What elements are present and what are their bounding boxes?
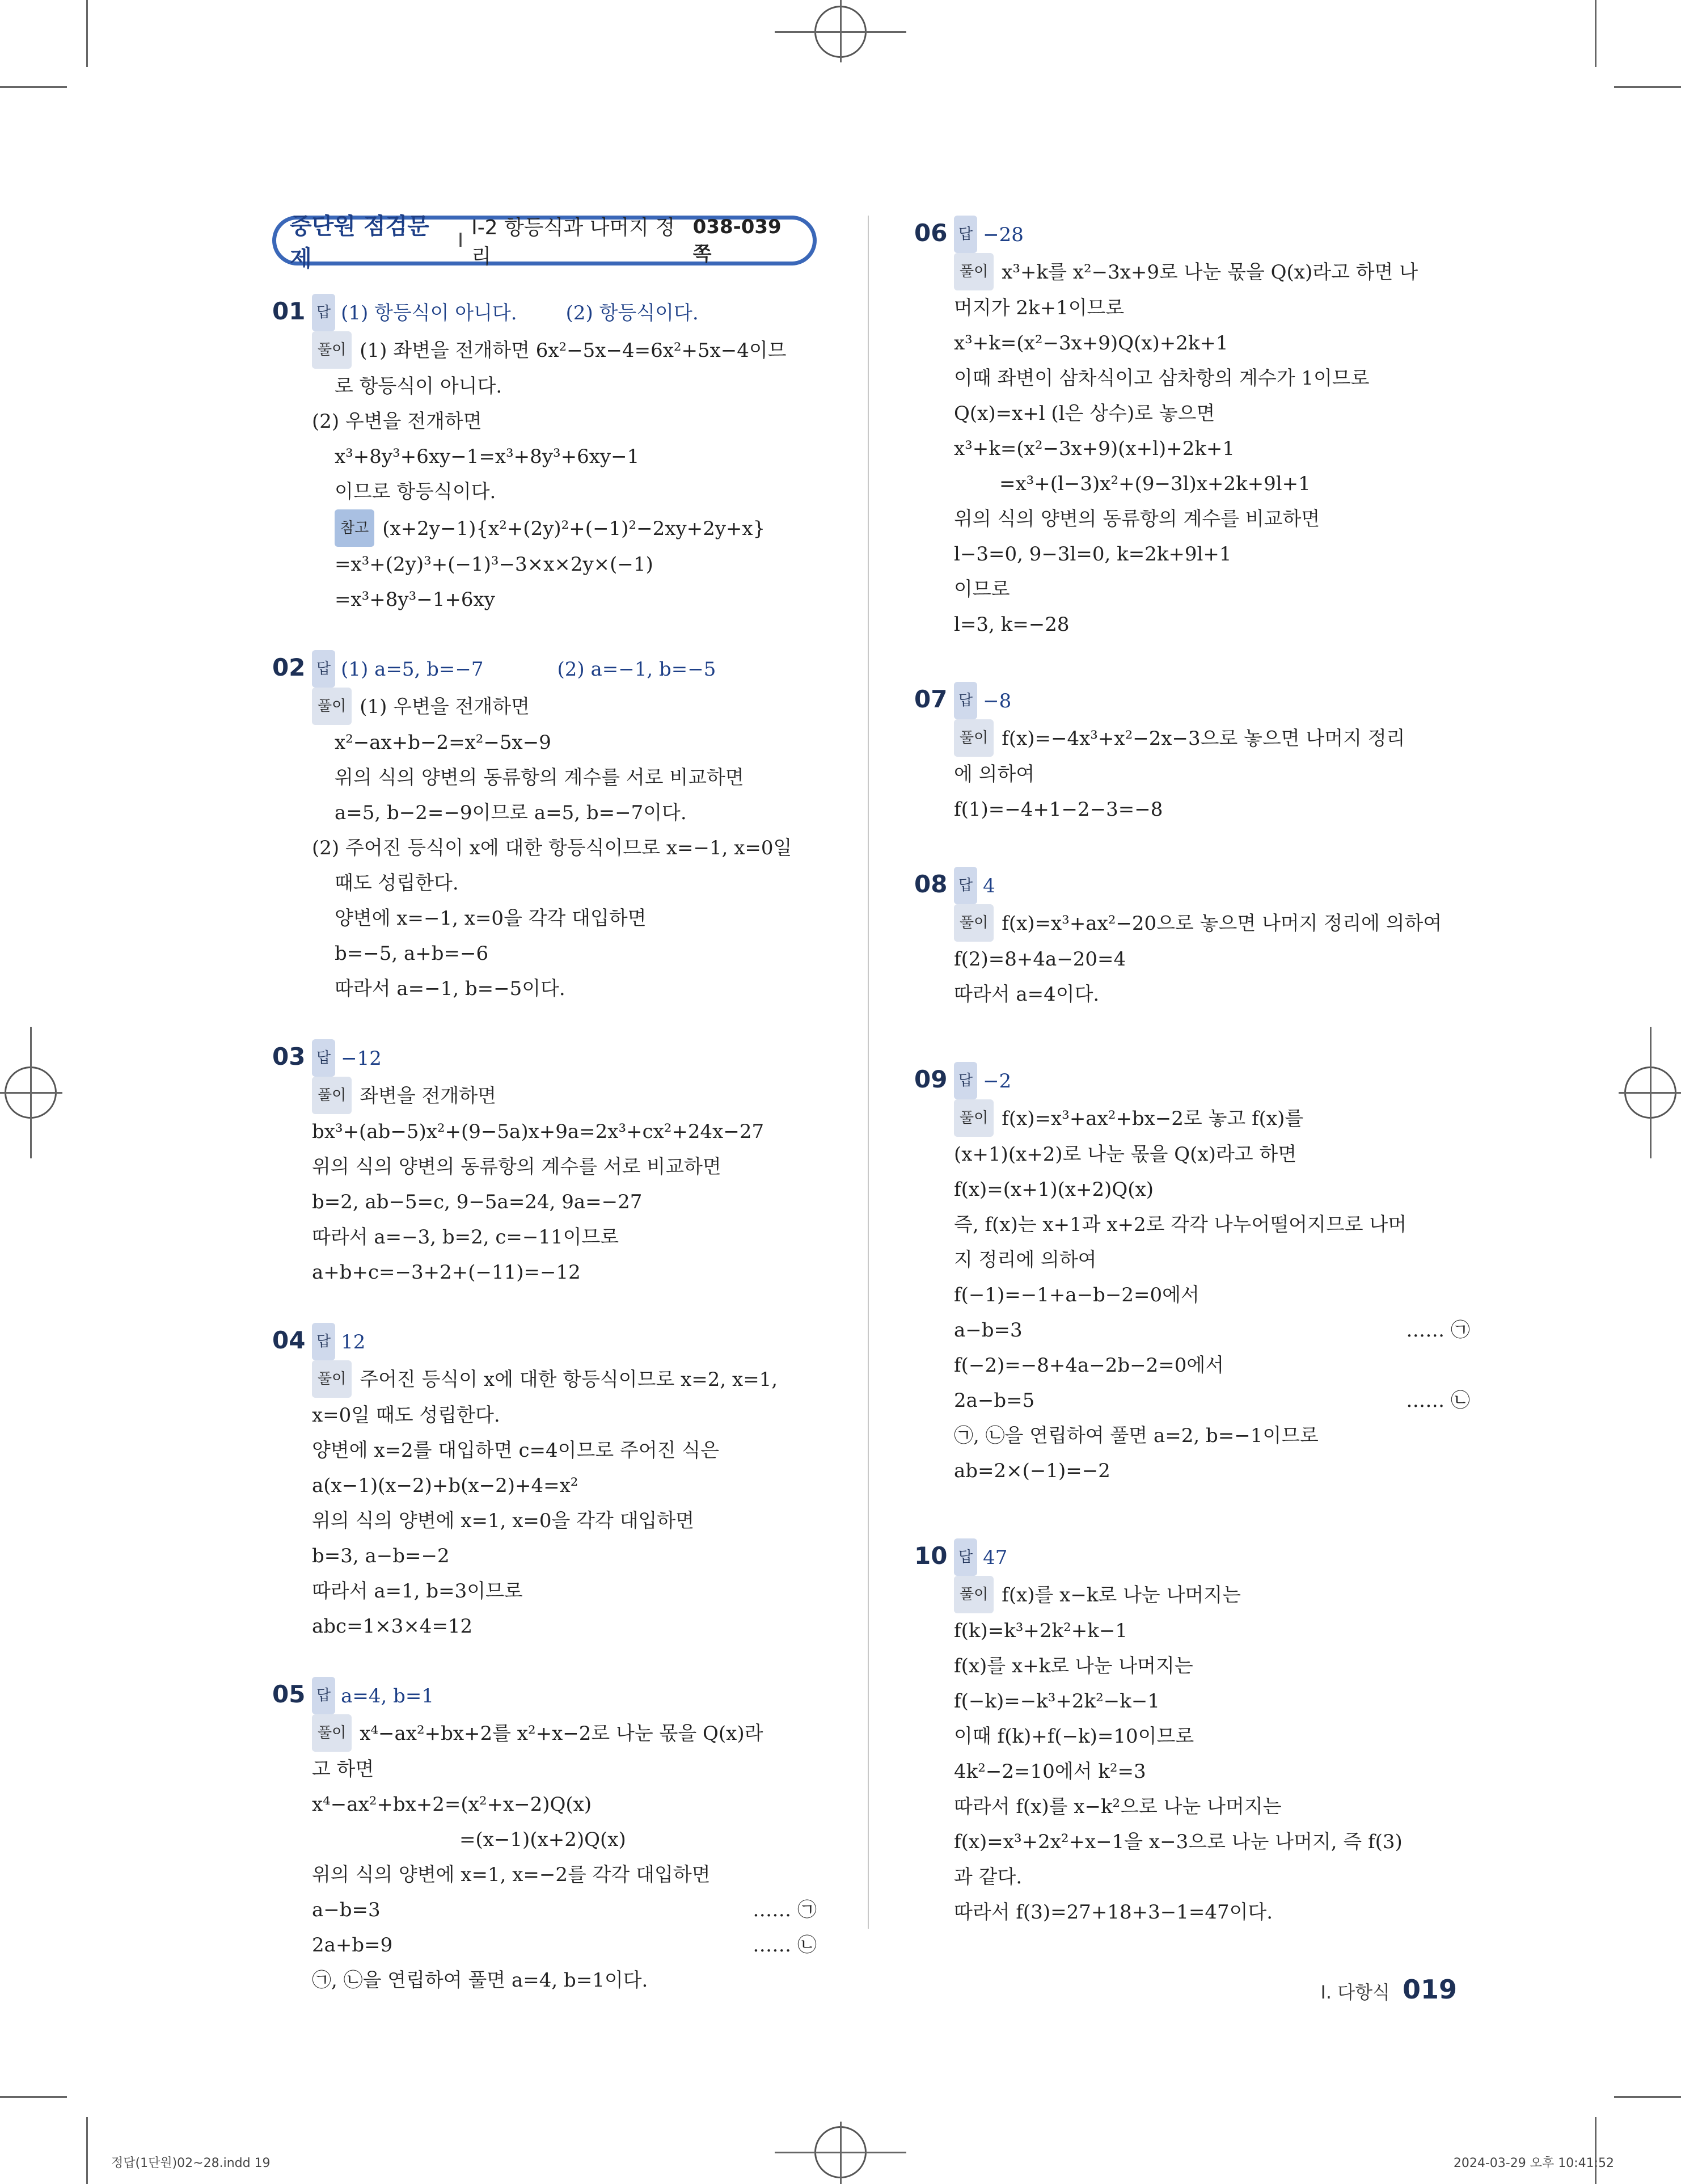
problem-08 [914,867,1470,1012]
crop-mark [86,2117,88,2184]
problem-06 [914,216,1470,642]
solution-line: (x+1)(x+2)로 나눈 몫을 Q(x)라고 하면 [954,1143,1297,1166]
registration-line [840,2122,842,2184]
solution-line: 위의 식의 양변의 동류항의 계수를 서로 비교하면 [335,766,744,789]
solution-line: x³+k=(x²−3x+9)(x+l)+2k+1 [954,437,1235,460]
answer-text: 12 [341,1331,366,1354]
problem-number: 09 [914,1065,948,1093]
problem-07 [914,682,1470,827]
problem-number: 06 [914,219,948,247]
solution-line: 위의 식의 양변의 동류항의 계수를 비교하면 [954,508,1320,530]
problem-number: 02 [272,653,306,681]
answer-line [914,867,1470,904]
section-header [272,213,817,272]
solution-line: 이때 좌변이 삼차식이고 삼차항의 계수가 1이므로 [954,367,1370,390]
solution-text: f(x)=−4x³+x²−2x−3으로 놓으면 나머지 정리 [1002,727,1405,750]
solution-line: b=3, a−b=−2 [312,1545,450,1567]
solution-line: f(x)=x³+2x²+x−1을 x−3으로 나눈 나머지, 즉 f(3) [954,1831,1403,1853]
solution-line: 위의 식의 양변에 x=1, x=−2를 각각 대입하면 [312,1863,711,1886]
unit-title: I-2 항등식과 나머지 정리 [471,216,675,268]
solution-line: 위의 식의 양변의 동류항의 계수를 서로 비교하면 [312,1156,721,1178]
solution-text: x³+k를 x²−3x+9로 나눈 몫을 Q(x)라고 하면 나 [1002,261,1418,284]
problem-number: 08 [914,870,948,898]
solution-text: 좌변을 전개하면 [360,1085,496,1107]
solution-line: l=3, k=−28 [954,613,1070,636]
solution-line: 즉, f(x)는 x+1과 x+2로 각각 나누어떨어지므로 나머 [954,1213,1407,1236]
crop-mark [1614,86,1681,88]
answer-line [272,294,817,331]
right-column [914,216,1470,1963]
problem-03 [272,1039,817,1290]
equation-mark: …… ㉡ [1406,1389,1470,1412]
solution-line [914,253,1470,290]
equation-mark: …… ㉡ [753,1934,817,1957]
solution-line [272,1714,817,1752]
solution-line: 때도 성립한다. [335,872,459,895]
equation-row [272,1928,817,1963]
answer-text: (1) a=5, b=−7 [341,658,484,681]
answer-text: (2) 항등식이다. [565,302,699,324]
solution-line: 고 하면 [312,1758,374,1781]
solution-line: 따라서 a=−3, b=2, c=−11이므로 [312,1226,619,1249]
solution-line [914,719,1470,757]
solution-text: (1) 우변을 전개하면 [360,695,530,718]
solution-line: 양변에 x=−1, x=0을 각각 대입하면 [335,907,647,930]
solution-line: x³+8y³+6xy−1=x³+8y³+6xy−1 [335,445,640,468]
solution-line: x=0일 때도 성립한다. [312,1404,500,1427]
answer-text: 4 [983,875,995,897]
solution-line [272,331,817,369]
answer-tag: 답 [954,1062,977,1099]
solution-line: f(−k)=−k³+2k²−k−1 [954,1690,1160,1713]
solution-tag: 풀이 [954,719,994,757]
solution-line: (2) 주어진 등식이 x에 대한 항등식이므로 x=−1, x=0일 [312,837,792,859]
answer-tag: 답 [954,867,977,904]
answer-tag: 답 [954,1538,977,1576]
solution-line: 에 의하여 [954,763,1035,786]
solution-line: 따라서 f(3)=27+18+3−1=47이다. [954,1901,1273,1924]
solution-line: b=−5, a+b=−6 [335,942,489,965]
answer-line [914,682,1470,719]
solution-line [272,688,817,725]
solution-line: a+b+c=−3+2+(−11)=−12 [312,1261,581,1284]
problem-number: 03 [272,1043,306,1070]
solution-line: f(−2)=−8+4a−2b−2=0에서 [954,1354,1224,1377]
answer-text: (1) 항등식이 아니다. [341,302,517,324]
solution-tag: 풀이 [954,904,994,942]
equation: 2a−b=5 [954,1389,1035,1412]
answer-text: 47 [983,1546,1008,1569]
solution-line: ㉠, ㉡을 연립하여 풀면 a=2, b=−1이므로 [954,1424,1319,1447]
solution-line: x²−ax+b−2=x²−5x−9 [335,731,551,754]
note-tag: 참고 [335,509,374,547]
solution-line: 이므로 [954,578,1010,601]
answer-line [272,1323,817,1360]
problem-10 [914,1538,1470,1930]
solution-line: Q(x)=x+l (l은 상수)로 놓으면 [954,402,1215,425]
answer-text: −28 [983,224,1024,246]
answer-tag: 답 [954,216,977,253]
solution-tag: 풀이 [312,1714,352,1752]
registration-line [1650,1027,1652,1158]
problem-02 [272,650,817,1006]
note-text: (x+2y−1){x²+(2y)²+(−1)²−2xy+2y+x} [382,517,766,540]
page-number: 019 [1402,1974,1457,2005]
column-divider [868,216,869,1929]
section-title: 중단원 점검문제 [290,213,429,272]
solution-text: 주어진 등식이 x에 대한 항등식이므로 x=2, x=1, [360,1368,778,1391]
solution-text: f(x)=x³+ax²−20으로 놓으면 나머지 정리에 의하여 [1002,912,1442,935]
equation-row [914,1383,1470,1418]
problem-01 [272,294,817,617]
solution-line: abc=1×3×4=12 [312,1615,473,1638]
solution-line: ab=2×(−1)=−2 [954,1460,1110,1482]
solution-line: f(2)=8+4a−20=4 [954,948,1126,971]
answer-line [914,216,1470,253]
solution-line [914,1576,1470,1613]
header-separator: I [458,229,464,252]
solution-text: x⁴−ax²+bx+2를 x²+x−2로 나눈 몫을 Q(x)라 [360,1722,763,1745]
solution-line: 따라서 a=−1, b=−5이다. [335,977,565,1000]
equation-row [272,1892,817,1928]
solution-line: f(x)를 x+k로 나눈 나머지는 [954,1655,1193,1677]
problem-05 [272,1677,817,1998]
solution-line [914,904,1470,942]
crop-mark [1614,2096,1681,2098]
answer-line [914,1538,1470,1576]
answer-tag: 답 [312,294,335,331]
answer-line [272,650,817,688]
answer-text: −8 [983,690,1012,712]
answer-text: (2) a=−1, b=−5 [557,658,716,681]
solution-tag: 풀이 [312,331,352,369]
crop-mark [86,0,88,67]
registration-line [30,1027,32,1158]
answer-text: a=4, b=1 [341,1685,434,1707]
solution-line: bx³+(ab−5)x²+(9−5a)x+9a=2x³+cx²+24x−27 [312,1120,765,1143]
answer-line [914,1062,1470,1099]
equation-row [914,1313,1470,1348]
page-range: 038-039쪽 [692,215,782,265]
problem-number: 01 [272,297,306,325]
solution-line: 로 항등식이 아니다. [335,375,502,398]
solution-line [272,1360,817,1398]
solution-line: a=5, b−2=−9이므로 a=5, b=−7이다. [335,802,687,824]
solution-line: l−3=0, 9−3l=0, k=2k+9l+1 [954,543,1232,566]
solution-line: a(x−1)(x−2)+b(x−2)+4=x² [312,1474,578,1497]
problem-number: 04 [272,1326,306,1354]
solution-line: 따라서 a=4이다. [954,983,1100,1006]
crop-mark [1595,0,1596,67]
answer-tag: 답 [954,682,977,719]
crop-mark [1595,2117,1596,2184]
answer-text: −12 [341,1047,382,1070]
answer-tag: 답 [312,650,335,688]
solution-text: (1) 좌변을 전개하면 6x²−5x−4=6x²+5x−4이므 [360,339,787,362]
solution-line: =x³+(l−3)x²+(9−3l)x+2k+9l+1 [999,473,1311,495]
problem-number: 07 [914,685,948,713]
note-line [272,509,817,547]
solution-line: 머지가 2k+1이므로 [954,297,1125,319]
answer-text: −2 [983,1070,1012,1093]
solution-line: 지 정리에 의하여 [954,1249,1097,1271]
solution-line: f(x)=(x+1)(x+2)Q(x) [954,1178,1154,1201]
problem-number: 10 [914,1542,948,1570]
solution-line: f(1)=−4+1−2−3=−8 [954,798,1163,821]
solution-line: (2) 우변을 전개하면 [312,410,482,433]
equation: a−b=3 [954,1319,1023,1342]
crop-mark [0,86,67,88]
solution-tag: 풀이 [954,253,994,290]
equation-mark: …… ㉠ [1406,1319,1470,1342]
solution-line: ㉠, ㉡을 연립하여 풀면 a=4, b=1이다. [312,1969,648,1992]
answer-tag: 답 [312,1677,335,1714]
solution-line: 이므로 항등식이다. [335,480,496,503]
solution-line: 따라서 a=1, b=3이므로 [312,1580,523,1603]
solution-line: f(−1)=−1+a−b−2=0에서 [954,1284,1199,1306]
solution-line: 4k²−2=10에서 k²=3 [954,1760,1146,1783]
section-label: I. 다항식 [1320,1981,1390,2003]
solution-text: f(x)를 x−k로 나눈 나머지는 [1002,1584,1241,1607]
equation-mark: …… ㉠ [753,1899,817,1921]
solution-tag: 풀이 [954,1099,994,1137]
solution-line: 양변에 x=2를 대입하면 c=4이므로 주어진 식은 [312,1439,719,1462]
timestamp-slug: 2024-03-29 오후 10:41:52 [1453,2156,1614,2170]
problem-04 [272,1323,817,1644]
problem-number: 05 [272,1680,306,1708]
solution-line: x³+k=(x²−3x+9)Q(x)+2k+1 [954,332,1228,355]
file-slug: 정답(1단원)02~28.indd 19 [111,2156,271,2170]
note-line: =x³+8y³−1+6xy [335,588,495,611]
solution-tag: 풀이 [312,1077,352,1114]
solution-tag: 풀이 [312,1360,352,1398]
problem-09 [914,1062,1470,1489]
solution-text: f(x)=x³+ax²+bx−2로 놓고 f(x)를 [1002,1107,1304,1130]
solution-line: 따라서 f(x)를 x−k²으로 나눈 나머지는 [954,1795,1282,1818]
solution-line: 위의 식의 양변에 x=1, x=0을 각각 대입하면 [312,1510,695,1532]
page-footer [1320,1974,1457,2005]
answer-tag: 답 [312,1039,335,1077]
solution-line: =(x−1)(x+2)Q(x) [459,1828,626,1851]
equation: a−b=3 [312,1899,381,1921]
solution-line: 과 같다. [954,1866,1023,1888]
solution-tag: 풀이 [954,1576,994,1613]
answer-line [272,1677,817,1714]
solution-line: b=2, ab−5=c, 9−5a=24, 9a=−27 [312,1191,643,1213]
solution-line: f(k)=k³+2k²+k−1 [954,1620,1127,1642]
answer-tag: 답 [312,1323,335,1360]
solution-line [914,1099,1470,1137]
solution-line: 이때 f(k)+f(−k)=10이므로 [954,1725,1194,1748]
left-column [272,213,817,2031]
solution-line [272,1077,817,1114]
equation: 2a+b=9 [312,1934,393,1957]
registration-line [840,0,842,62]
answer-line [272,1039,817,1077]
crop-mark [0,2096,67,2098]
note-line: =x³+(2y)³+(−1)³−3×x×2y×(−1) [335,553,653,576]
solution-line: x⁴−ax²+bx+2=(x²+x−2)Q(x) [312,1793,592,1816]
solution-tag: 풀이 [312,688,352,725]
